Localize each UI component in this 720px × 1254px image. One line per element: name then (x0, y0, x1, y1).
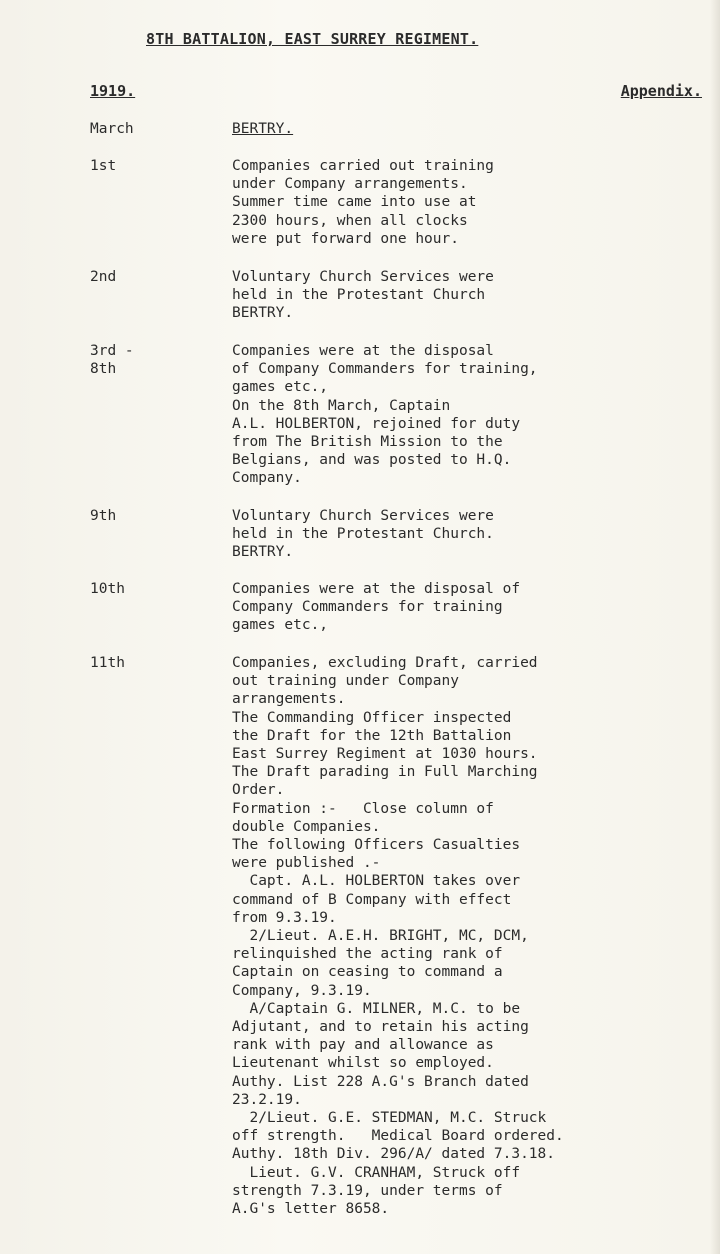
month-label: March (90, 121, 134, 137)
appendix-heading: Appendix. (620, 82, 702, 100)
entry-text: Companies were at the disposal of Company Commanders for training games etc., (232, 581, 521, 634)
place-label: BERTRY. (232, 121, 294, 137)
entry-date: 11th (90, 655, 125, 671)
entry-text: Companies carried out training under Company arrangements. Summer time came into use at 2300 hours, when all clocks were put forward one hour. (232, 158, 494, 247)
entry-text: Voluntary Church Services were held in the Protestant Church. BERTRY. (232, 508, 494, 561)
entry-text: Companies, excluding Draft, carried out training under Company arrangements. The Commanding Officer inspected the Draft for the 12th Battalion East Surrey Regiment at 1030 hours. The Draft parading in Full Marching Order. Formation :- Close column of double Companies. The following Officers Casualties were published .- Capt. A.L. HOLBERTON takes over command of B Company with effect from 9.3.19. 2/Lieut. A.E.H. BRIGHT, MC, DCM, relinquished the acting rank of Captain on ceasing to command a Company, 9.3.19. A/Captain G. MILNER, M.C. to be Adjutant, and to retain his acting rank with pay and allowance as Lieutenant whilst so employed. Authy. List 228 A.G's Branch dated 23.2.19. 2/Lieut. G.E. STEDMAN, M.C. Struck off strength. Medical Board ordered. Authy. 18th Div. 296/A/ dated 7.3.18. Lieut. G.V. CRANHAM, Struck off strength 7.3.19, under terms of A.G's letter 8658. (232, 655, 564, 1218)
entry-date: 2nd (90, 269, 117, 285)
entry-text: Companies were at the disposal of Company Commanders for training, games etc., On the 8th March, Captain A.L. HOLBERTON, rejoined for duty from The British Mission to the Belgians, and was posted to H.Q. Company. (232, 343, 538, 487)
entry-text: Voluntary Church Services were held in the Protestant Church BERTRY. (232, 269, 494, 322)
year-heading: 1919. (90, 82, 136, 100)
entry-date: 10th (90, 581, 125, 597)
entry-date: 1st (90, 158, 117, 174)
entry-date: 9th (90, 508, 117, 524)
page-title: 8TH BATTALION, EAST SURREY REGIMENT. (146, 30, 479, 48)
entry-date: 3rd - 8th (90, 343, 134, 378)
